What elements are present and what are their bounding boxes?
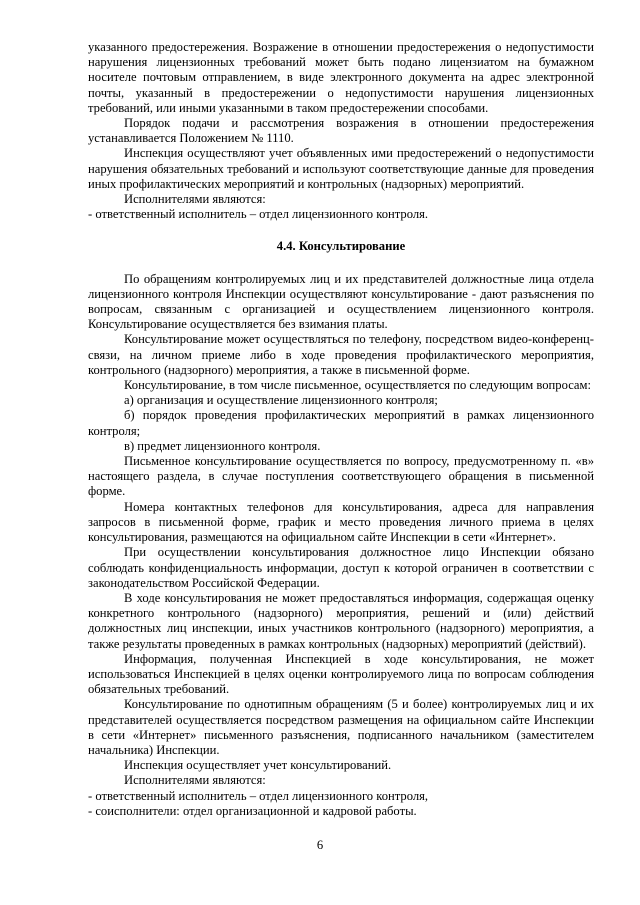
list-item-topic-a: а) организация и осуществление лицензионного контроля; (124, 393, 438, 408)
paragraph-contact-info: Номера контактных телефонов для консультирования, адреса для направления запросов в письменной форме, график и место проведения личного приема в целях консультирования, размещаются на официальном сайте Инспекции в сети «Интернет». (88, 499, 594, 545)
paragraph-executors-label-2: Исполнителями являются: (124, 773, 266, 788)
list-item-topic-b: б) порядок проведения профилактических мероприятий в рамках лицензионного контроля; (88, 408, 594, 438)
paragraph-consulting-methods: Консультирование может осуществляться по телефону, посредством видео-конференц-связи, на личном приеме либо в ходе проведения профилактического мероприятия, контрольного (надзорного) мероприятия, а также в письменной форме. (88, 332, 594, 377)
paragraph-consulting-accounting: Инспекция осуществляет учет консультирований. (124, 758, 392, 773)
list-item-co-executors: - соисполнители: отдел организационной и кадровой работы. (88, 803, 417, 818)
list-item-responsible-executor: - ответственный исполнитель – отдел лицензионного контроля. (88, 207, 429, 222)
paragraph-objection-procedure: Порядок подачи и рассмотрения возражения в отношении предостережения устанавливается Положением № 1110. (88, 116, 594, 146)
section-heading: 4.4. Консультирование (276, 239, 406, 254)
paragraph-executors-label: Исполнителями являются: (124, 192, 266, 207)
paragraph-restricted-info: В ходе консультирования не может предоставляться информация, содержащая оценку конкретного контрольного (надзорного) мероприятия, решений и (или) действий должностных лиц инспекции, иных участников контрольного (надзорного) мероприятия, а также результаты проведенных в рамках контрольных (надзорных) мероприятий (действий). (88, 590, 594, 651)
list-item-responsible-executor-2: - ответственный исполнитель – отдел лицензионного контроля, (88, 788, 429, 803)
paragraph-written-consulting: Письменное консультирование осуществляется по вопросу, предусмотренному п. «в» настоящего раздела, в случае поступления соответствующего обращения в письменной форме. (88, 454, 594, 499)
list-item-topic-c: в) предмет лицензионного контроля. (124, 438, 321, 453)
paragraph-uniform-requests: Консультирование по однотипным обращениям (5 и более) контролируемых лиц и их представителей осуществляется посредством размещения на официальном сайте Инспекции в сети «Интернет» письменного разъяснения, подписанного начальником (заместителем начальника) Инспекции. (88, 697, 594, 757)
paragraph-consulting-intro: По обращениям контролируемых лиц и их представителей должностные лица отдела лицензионного контроля Инспекции осуществляют консультирование - дают разъяснения по вопросам, связанным с организацией и осуществлением лицензионного контроля. Консультирование осуществляется без взимания платы. (88, 271, 594, 332)
paragraph-warnings-accounting: Инспекция осуществляют учет объявленных ими предостережений о недопустимости нарушения обязательных требований и используют соответствующие данные для проведения иных профилактических мероприятий и контрольных (надзорных) мероприятий. (88, 146, 594, 191)
paragraph-confidentiality: При осуществлении консультирования должностное лицо Инспекции обязано соблюдать конфиденциальность информации, доступ к которой ограничен в соответствии с законодательством Российской Федерации. (88, 545, 594, 590)
paragraph-info-usage: Информация, полученная Инспекцией в ходе консультирования, не может использоваться Инспекцией в целях оценки контролируемого лица по вопросам соблюдения обязательных требований. (88, 651, 594, 697)
paragraph-consulting-topics: Консультирование, в том числе письменное, осуществляется по следующим вопросам: (124, 378, 591, 393)
document-body (88, 40, 594, 819)
page-number: 6 (316, 838, 324, 852)
paragraph-continuation: указанного предостережения. Возражение в отношении предостережения о недопустимости нарушения лицензионных требований может быть подано лицензиатом на бумажном носителе почтовым отправлением, в виде электронного документа на адрес электронной почты, указанный в предостережении о недопустимости нарушения лицензионных требований, или иными указанными в таком предостережении способами. (88, 40, 594, 115)
